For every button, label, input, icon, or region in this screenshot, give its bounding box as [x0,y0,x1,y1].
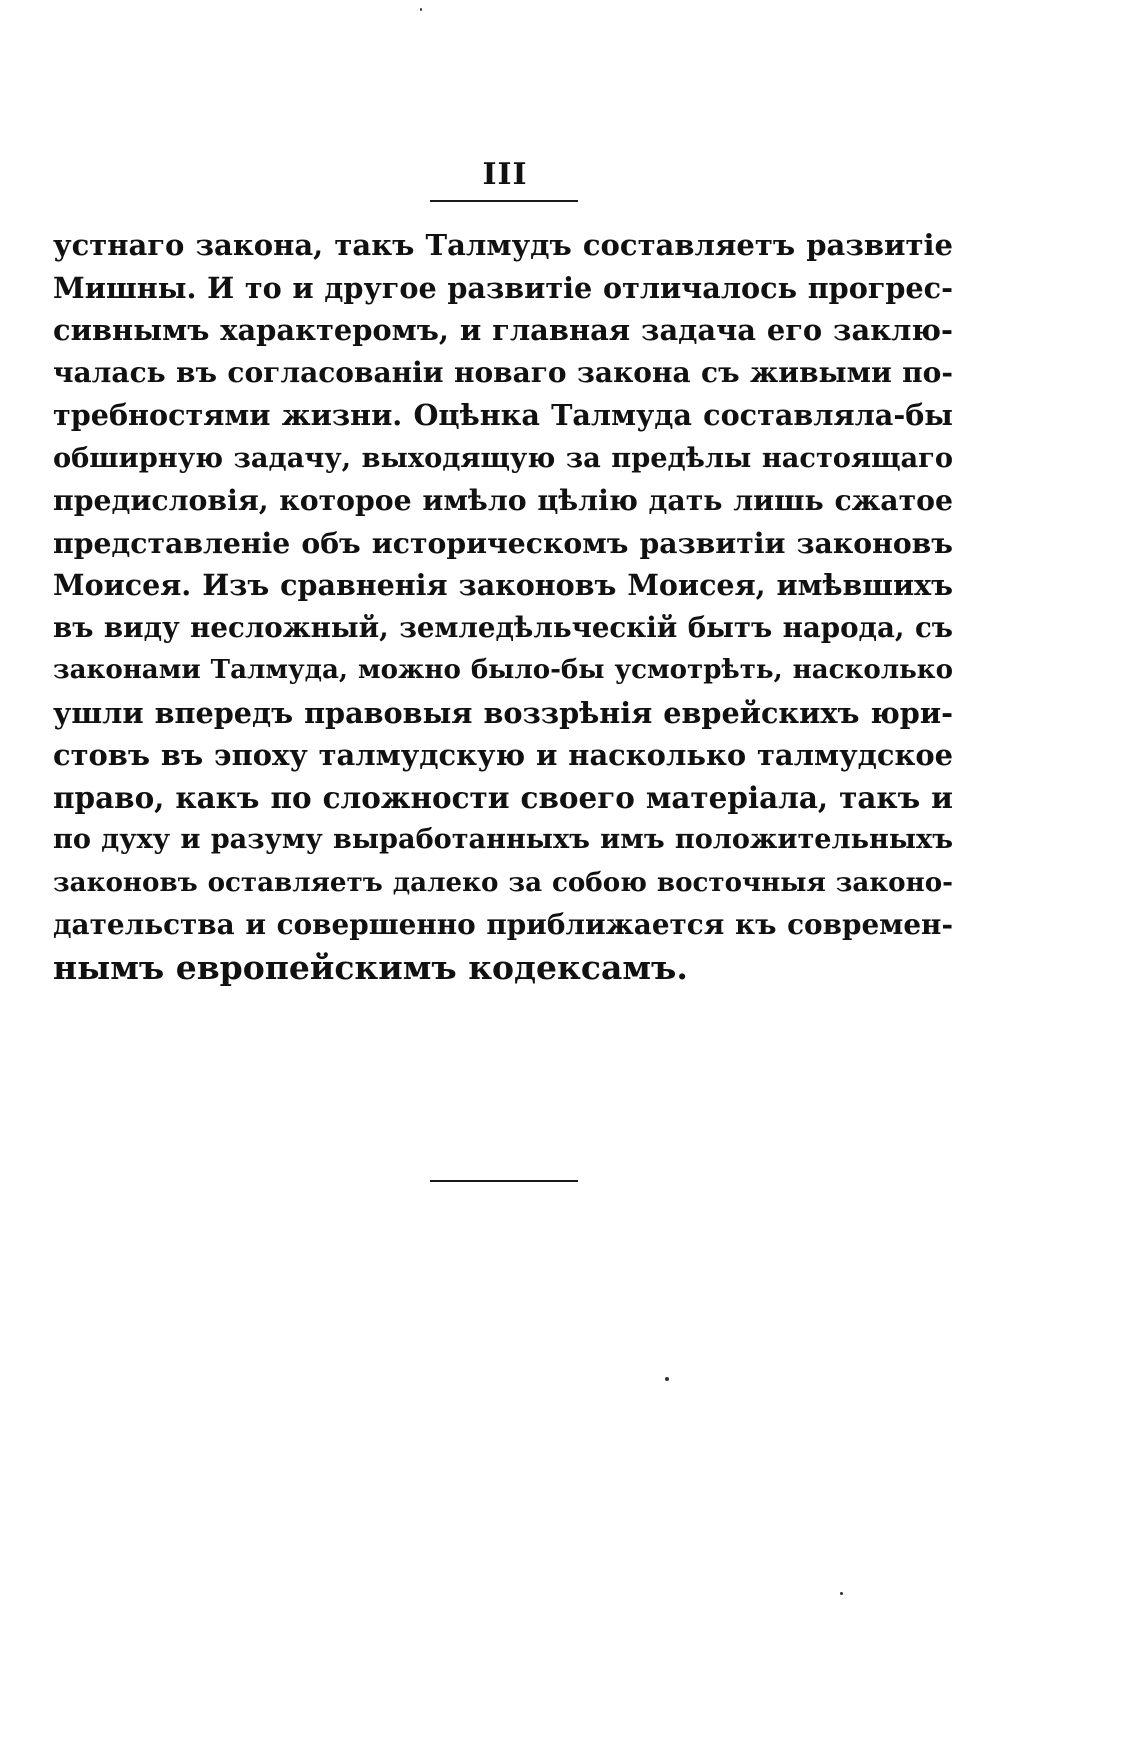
print-speck [665,1377,669,1381]
text-line: дательства и совершенно приближается къ современ- [53,908,953,941]
text-line: законами Талмуда, можно было-бы усмотрѣть, насколько [53,655,953,685]
text-line: по духу и разуму выработанныхъ имъ положительныхъ [53,824,953,855]
print-speck [420,8,422,11]
text-line: стовъ въ эпоху талмудскую и насколько талмудское [53,738,953,772]
text-line: представленіе объ историческомъ развитіи законовъ [53,525,953,560]
text-line: обширную задачу, выходящую за предѣлы настоящаго [53,441,953,474]
text-line: требностями жизни. Оцѣнка Талмуда составляла-бы [53,398,953,432]
text-line: Моисея. Изъ сравненія законовъ Моисея, имѣвшихъ [53,568,953,602]
text-line: ушли впередъ правовыя воззрѣнія еврейскихъ юри- [53,695,953,730]
text-line: чалась въ согласованіи новаго закона съ живыми по- [53,355,953,389]
text-line-last: нымъ европейскимъ кодексамъ. [53,947,688,987]
text-line: устнаго закона, такъ Талмудъ составляетъ развитіе [53,228,953,262]
print-speck [840,1592,843,1595]
header-rule [430,200,578,202]
body-text [53,224,953,989]
text-line: Мишны. И то и другое развитіе отличалось прогрес- [53,270,953,305]
text-line: право, какъ по сложности своего матеріала, такъ и [53,779,953,815]
text-line: законовъ оставляетъ далеко за собою восточныя законо- [53,866,953,898]
text-line: предисловія, которое имѣло цѣлію дать лишь сжатое [53,483,953,517]
footer-rule [430,1180,578,1182]
text-line: сивнымъ характеромъ, и главная задача его заклю- [53,313,953,347]
page-number: III [482,157,528,192]
text-line: въ виду несложный, земледѣльческій бытъ народа, съ [53,610,953,644]
